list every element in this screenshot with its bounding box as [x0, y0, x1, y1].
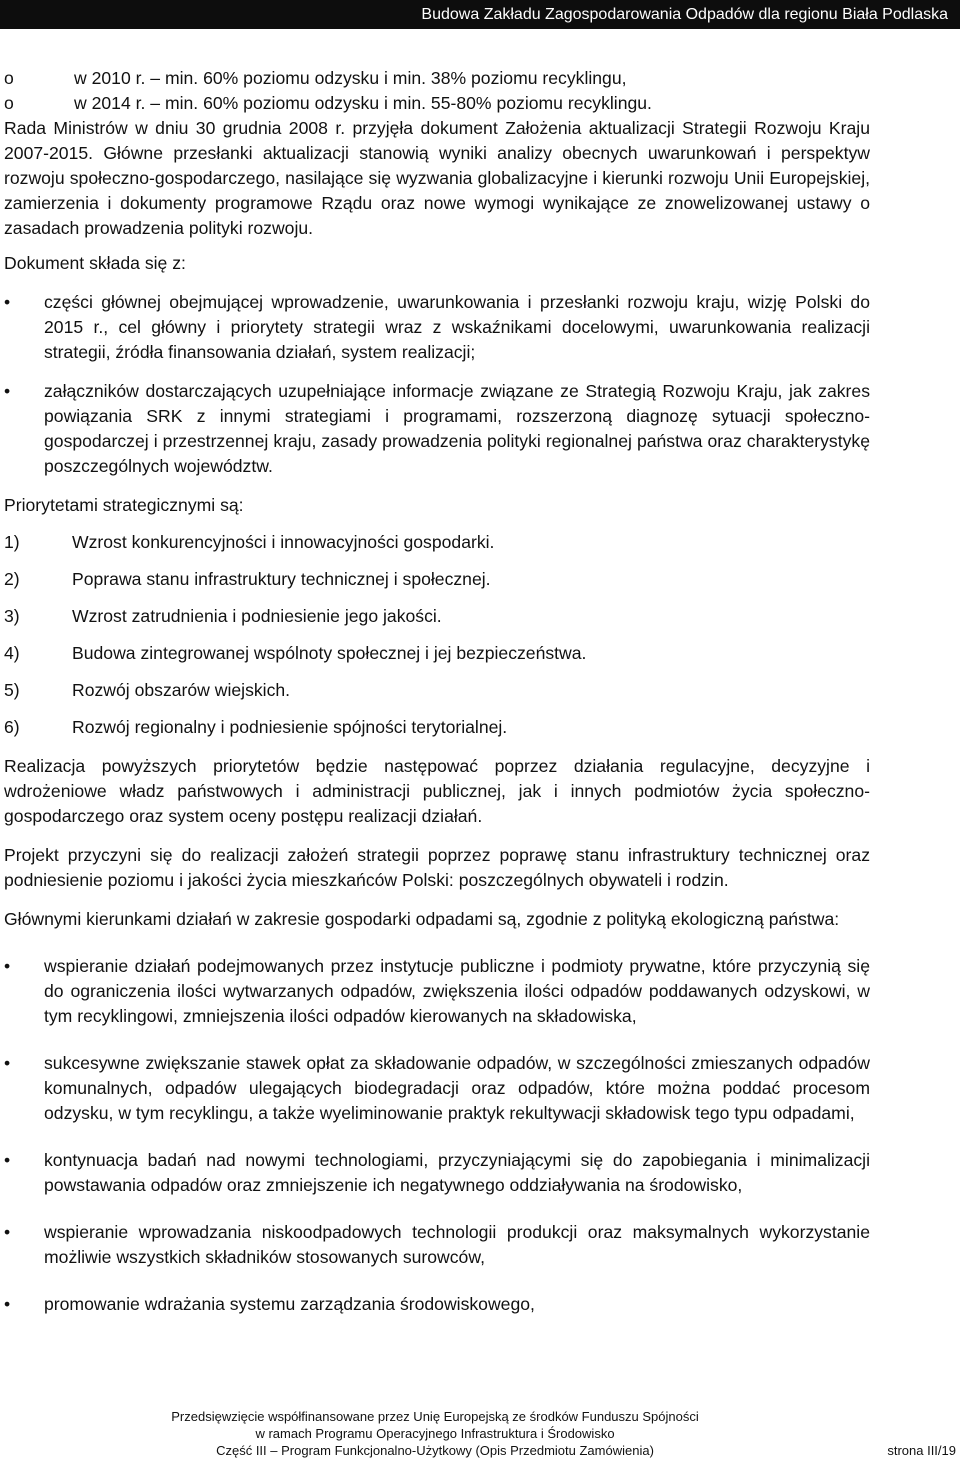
sub-item-text: w 2014 r. – min. 60% poziomu odzysku i min. 55-80% poziomu recyklingu.: [74, 93, 652, 113]
item-number: 1): [4, 532, 20, 552]
list-item: [4, 1292, 870, 1317]
page-header: [0, 0, 960, 29]
list-item-text: kontynuacja badań nad nowymi technologiami, przyczyniającymi się do zapobiegania i minimalizacji powstawania odpadów oraz zmniejszenie ich negatywnego oddziaływania na środowisko,: [44, 1150, 870, 1195]
list-item: [4, 1148, 870, 1198]
footer-document-title: Część III – Program Funkcjonalno-Użytkowy (Opis Przedmiotu Zamówienia): [216, 1443, 654, 1458]
footer-document-line: [0, 1442, 960, 1459]
paragraph-dokument: Dokument składa się z:: [4, 253, 186, 273]
list-item: [4, 530, 870, 555]
doc-parts-list: [4, 290, 870, 479]
list-item-text: wspieranie wprowadzania niskoodpadowych technologii produkcji oraz maksymalnych wykorzystanie możliwie wszystkich składników stosowanych surowców,: [44, 1222, 870, 1267]
footer-program: w ramach Programu Operacyjnego Infrastruktura i Środowisko: [255, 1426, 615, 1441]
bullet-icon: •: [4, 1053, 11, 1073]
list-item: [4, 641, 870, 666]
sub-item-text: w 2010 r. – min. 60% poziomu odzysku i min. 38% poziomu recyklingu,: [74, 68, 627, 88]
list-item: [4, 954, 870, 1029]
list-item-text: Rozwój regionalny i podniesienie spójności terytorialnej.: [72, 717, 508, 737]
list-item: [4, 1051, 870, 1126]
item-number: 2): [4, 569, 20, 589]
item-number: 3): [4, 606, 20, 626]
item-number: 4): [4, 643, 20, 663]
list-item: [4, 604, 870, 629]
sub-marker: o: [4, 93, 14, 113]
item-number: 6): [4, 717, 20, 737]
list-item-text: części głównej obejmującej wprowadzenie, uwarunkowania i przesłanki rozwoju kraju, wizję Polski do 2015 r., cel główny i priorytety strategii wraz z wskaźnikami docelowymi, uwarunkowania realizacji strategii, źródła finansowania działań, system realizacji;: [44, 292, 870, 362]
page-number: strona III/19: [887, 1443, 956, 1458]
list-item: [4, 66, 870, 91]
bullet-icon: •: [4, 292, 11, 312]
list-item: [4, 290, 870, 365]
paragraph-projekt: Projekt przyczyni się do realizacji założeń strategii poprzez poprawę stanu infrastruktury technicznej oraz podniesienie poziomu i jakości życia mieszkańców Polski: poszczególnych obywateli i rodzin.: [4, 845, 870, 890]
item-number: 5): [4, 680, 20, 700]
paragraph-priorytety: Priorytetami strategicznymi są:: [4, 495, 244, 515]
list-item-text: Rozwój obszarów wiejskich.: [72, 680, 291, 700]
sub-list: [4, 66, 870, 116]
directions-list: [4, 954, 870, 1317]
list-item-text: Budowa zintegrowanej wspólnoty społecznej i jej bezpieczeństwa.: [72, 643, 587, 663]
list-item: [4, 379, 870, 479]
sub-marker: o: [4, 68, 14, 88]
page-footer: [0, 1408, 960, 1459]
bullet-icon: •: [4, 1150, 11, 1170]
paragraph-kierunki: Głównymi kierunkami działań w zakresie gospodarki odpadami są, zgodnie z polityką ekologiczną państwa:: [4, 909, 840, 929]
list-item: [4, 715, 870, 740]
list-item-text: Poprawa stanu infrastruktury technicznej i społecznej.: [72, 569, 491, 589]
list-item: [4, 1220, 870, 1270]
list-item: [4, 567, 870, 592]
list-item-text: sukcesywne zwiększanie stawek opłat za składowanie odpadów, w szczególności zmieszanych odpadów komunalnych, odpadów ulegających biodegradacji oraz odpadów, które można poddać procesom odzysku, w tym recyklingu, a także wyeliminowanie praktyk rekultywacji składowisk tego typu odpadami,: [44, 1053, 870, 1123]
list-item-text: promowanie wdrażania systemu zarządzania środowiskowego,: [44, 1294, 535, 1314]
paragraph-rada: Rada Ministrów w dniu 30 grudnia 2008 r. przyjęła dokument Założenia aktualizacji Strategii Rozwoju Kraju 2007-2015. Główne przesłanki aktualizacji stanowią wyniki analizy obecnych uwarunkowań i perspektyw rozwoju społeczno-gospodarczego, nasilające się wyzwania globalizacyjne i kierunki rozwoju Unii Europejskiej, zamierzenia i dokumenty programowe Rządu oraz nowe wymogi wynikające ze znowelizowanej ustawy o zasadach prowadzenia polityki rozwoju.: [4, 118, 870, 238]
paragraph-realizacja: Realizacja powyższych priorytetów będzie następować poprzez działania regulacyjne, decyzyjne i wdrożeniowe władz państwowych i administracji publicznej, jak i innych podmiotów życia społeczno-gospodarczego oraz system oceny postępu realizacji działań.: [4, 756, 870, 826]
list-item-text: wspieranie działań podejmowanych przez instytucje publiczne i podmioty prywatne, które przyczynią się do ograniczenia ilości wytwarzanych odpadów, zwiększenia ilości odpadów poddawanych odzyskowi, w tym recyklingowi, zmniejszenia ilości odpadów kierowanych na składowiska,: [44, 956, 870, 1026]
list-item-text: załączników dostarczających uzupełniające informacje związane ze Strategią Rozwoju Kraju, jak zakres powiązania SRK z innymi strategiami i programami, rozszerzoną diagnozę sytuacji społeczno-gospodarczej i przestrzennej kraju, zasady prowadzenia polityki regionalnej państwa oraz charakterystykę poszczególnych województw.: [44, 381, 870, 476]
list-item-text: Wzrost zatrudnienia i podniesienie jego jakości.: [72, 606, 442, 626]
bullet-icon: •: [4, 956, 11, 976]
bullet-icon: •: [4, 381, 11, 401]
document-body: [4, 66, 870, 1317]
bullet-icon: •: [4, 1294, 11, 1314]
footer-cofinancing: Przedsięwzięcie współfinansowane przez Unię Europejską ze środków Funduszu Spójności: [171, 1409, 699, 1424]
bullet-icon: •: [4, 1222, 11, 1242]
list-item-text: Wzrost konkurencyjności i innowacyjności gospodarki.: [72, 532, 495, 552]
list-item: [4, 91, 870, 116]
priorities-list: [4, 530, 870, 740]
header-title: Budowa Zakładu Zagospodarowania Odpadów dla regionu Biała Podlaska: [421, 6, 948, 23]
list-item: [4, 678, 870, 703]
